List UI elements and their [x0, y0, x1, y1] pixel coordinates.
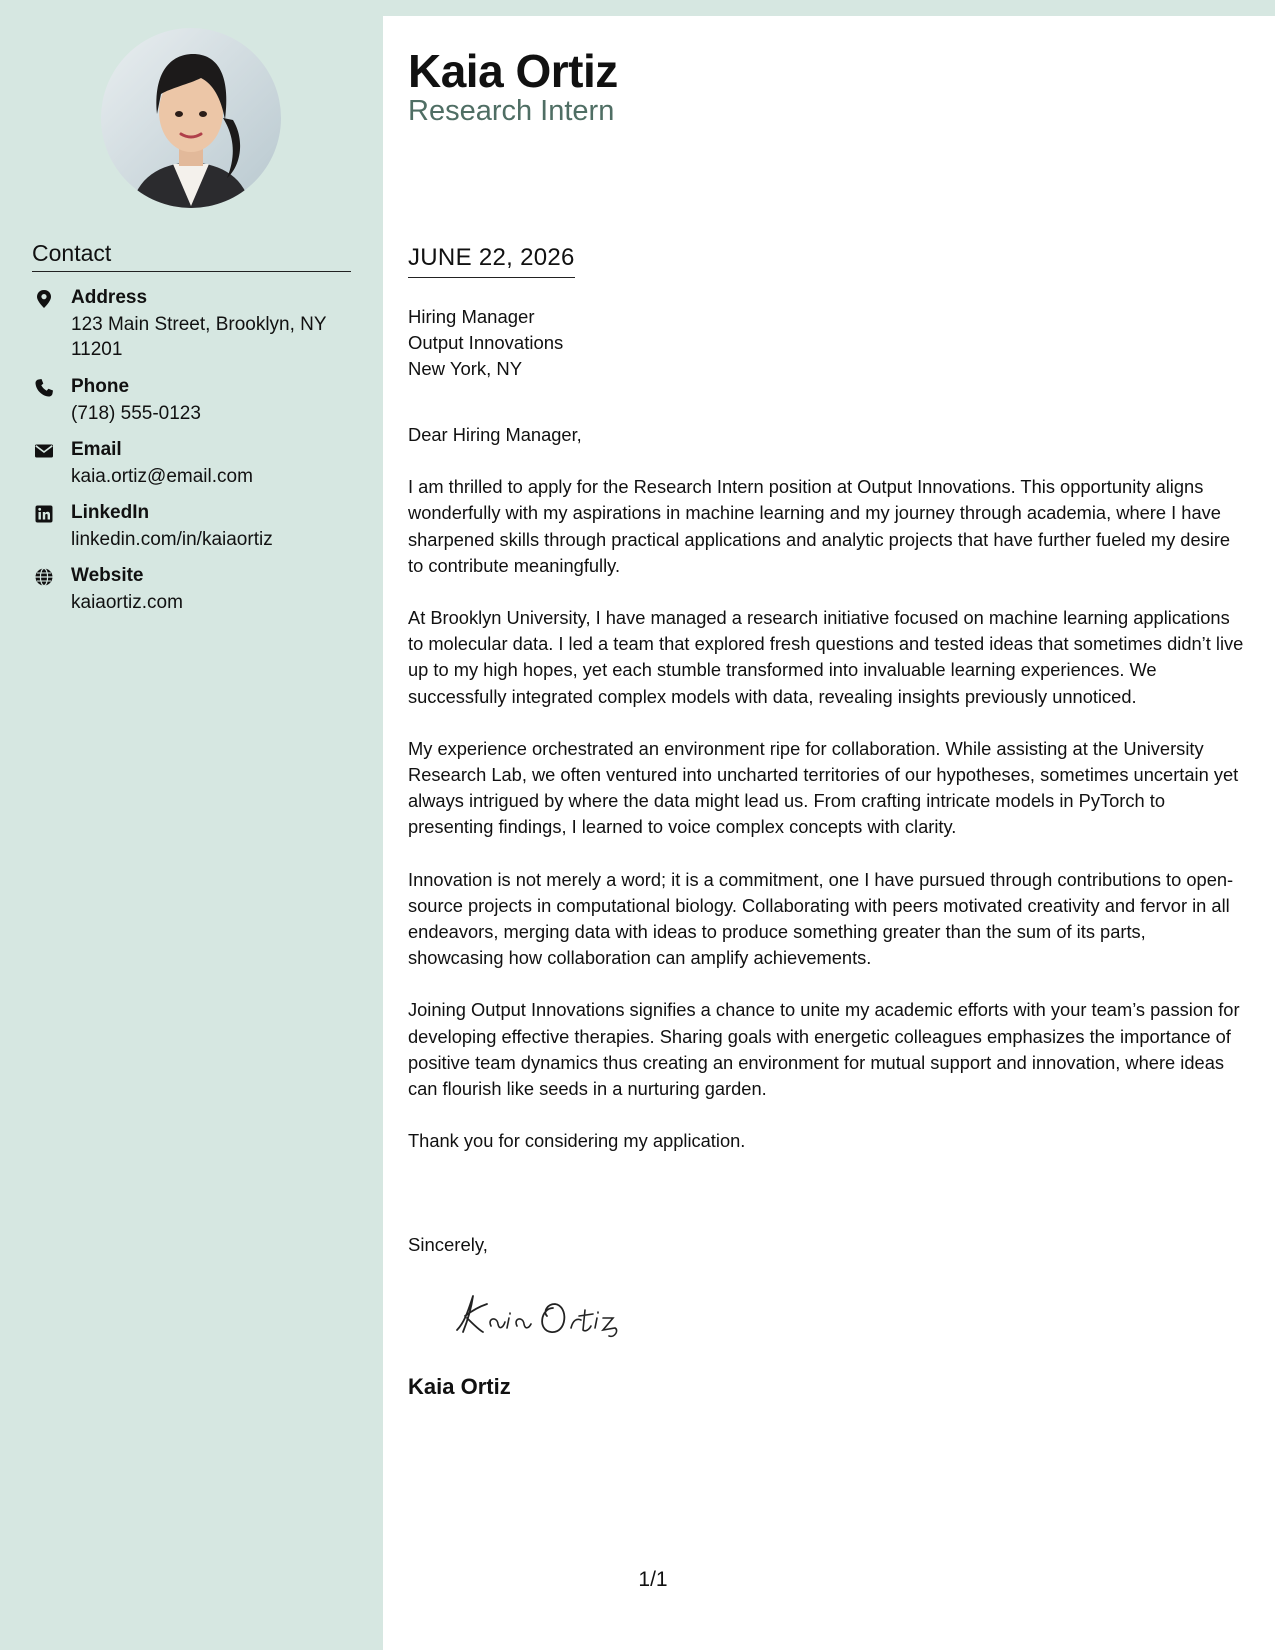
phone-icon: [34, 378, 54, 398]
website-value[interactable]: kaiaortiz.com: [71, 592, 183, 613]
address-value: 123 Main Street, Brooklyn, NY 11201: [71, 314, 327, 360]
envelope-icon: [34, 441, 54, 461]
globe-icon: [34, 567, 54, 587]
sidebar: [0, 0, 383, 1650]
body-paragraph: Innovation is not merely a word; it is a commitment, one I have pursued through contributions to open-source projects in computational biology. Collaborating with peers motivated creativity and fervor in all endeavors, merging data with ideas to produce something greater than the sum of its parts, showcasing how collaboration can amplify achievements.: [408, 868, 1234, 969]
contact-heading: Contact: [32, 240, 351, 272]
recipient-block: [408, 304, 563, 382]
salutation: Dear Hiring Manager,: [408, 424, 582, 445]
recipient-line: Output Innovations: [408, 332, 564, 353]
linkedin-value[interactable]: linkedin.com/in/kaiaortiz: [71, 529, 273, 550]
signature-name: Kaia Ortiz: [408, 1374, 511, 1399]
map-pin-icon: [34, 289, 54, 309]
address-label: Address: [71, 287, 148, 308]
applicant-name: Kaia Ortiz: [408, 45, 618, 97]
website-label: Website: [71, 565, 144, 586]
applicant-role: Research Intern: [408, 95, 615, 127]
letter-body: [408, 422, 1246, 1180]
phone-label: Phone: [71, 376, 130, 397]
linkedin-label: LinkedIn: [71, 502, 150, 523]
recipient-line: New York, NY: [408, 358, 523, 379]
recipient-line: Hiring Manager: [408, 306, 535, 327]
linkedin-icon: [34, 504, 54, 524]
letter-date: JUNE 22, 2026: [408, 244, 575, 278]
profile-photo: [101, 28, 281, 208]
page-number: 1/1: [638, 1568, 668, 1591]
letter-main: [383, 16, 1275, 1650]
body-paragraph: Thank you for considering my application.: [408, 1130, 746, 1152]
body-paragraph: Joining Output Innovations signifies a chance to unite my academic efforts with your team’s passion for developing effective therapies. Sharing goals with energetic colleagues emphasizes the importance of positive team dynamics thus creating an environment for mutual support and innovation, where ideas can flourish like seeds in a nurturing garden.: [408, 999, 1240, 1100]
closing: Sincerely,: [408, 1234, 488, 1255]
body-paragraph: I am thrilled to apply for the Research Intern position at Output Innovations. This opportunity aligns wonderfully with my aspirations in machine learning and my journey through academia, where I have sharpened skills through practical applications and analytic projects that have further fueled my desire to contribute meaningfully.: [408, 476, 1231, 576]
phone-value: (718) 555-0123: [71, 403, 201, 424]
body-paragraph: At Brooklyn University, I have managed a research initiative focused on machine learning applications to molecular data. I led a team that explored fresh questions and tested ideas that sometimes didn’t live up to my high hopes, yet each stumble transformed into invaluable learning experiences. We successfully integrated complex models with data, revealing insights previously unnoticed.: [408, 607, 1244, 707]
signature-image: [443, 1286, 643, 1346]
body-paragraph: My experience orchestrated an environment ripe for collaboration. While assisting at the University Research Lab, we often ventured into uncharted territories of our hypotheses, sometimes uncertain yet always intrigued by where the data might lead us. From crafting intricate models in PyTorch to presenting findings, I learned to voice complex concepts with clarity.: [408, 737, 1239, 838]
email-value: kaia.ortiz@email.com: [71, 466, 253, 487]
email-label: Email: [71, 439, 122, 460]
